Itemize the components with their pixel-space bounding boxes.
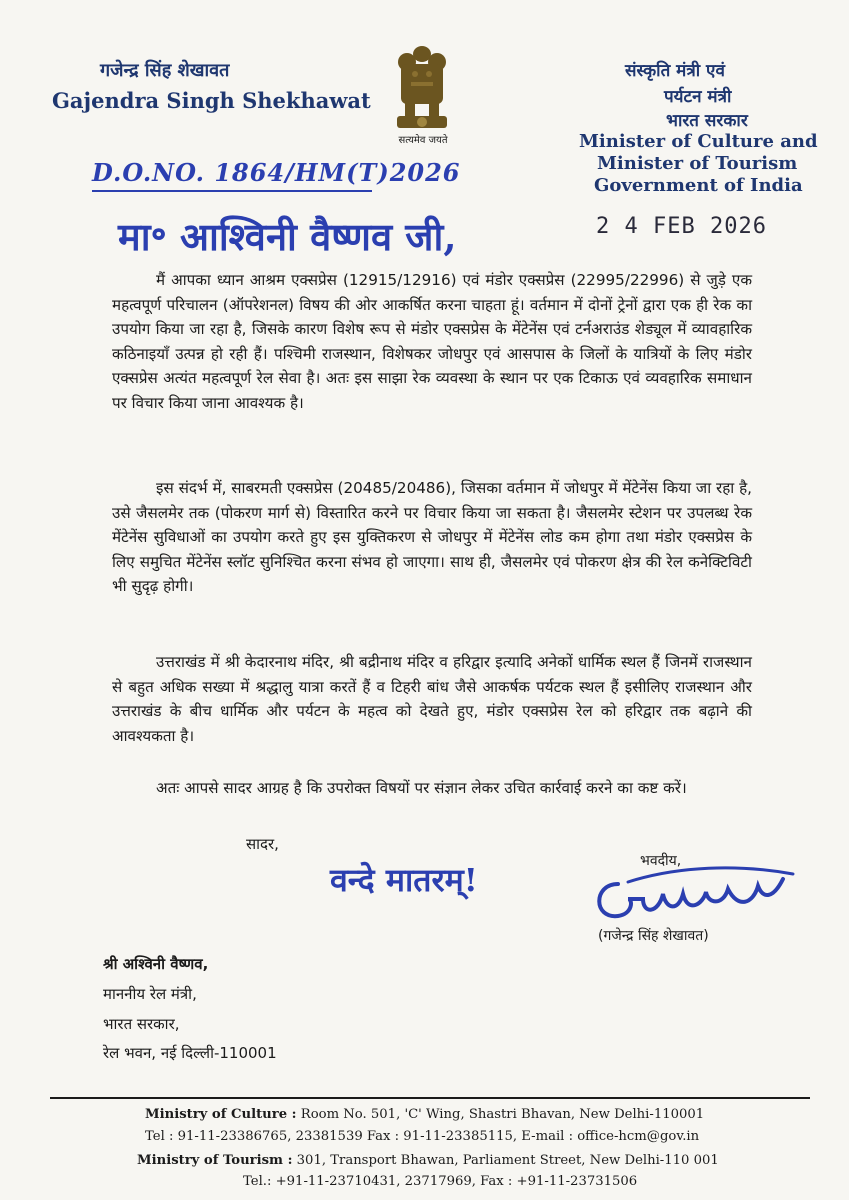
signer-name: (गजेन्द्र सिंह शेखावत) (598, 928, 709, 944)
emblem-motto: सत्यमेव जयते (398, 135, 448, 146)
body-paragraph-4-text: अतः आपसे सादर आग्रह है कि उपरोक्त विषयों पर संज्ञान लेकर उचित कार्रवाई करने का कष्ट करें। (156, 779, 687, 797)
footer-divider (50, 1097, 810, 1099)
body-paragraph-4 (112, 776, 752, 801)
designation-hindi-1: संस्कृति मंत्री एवं (625, 61, 725, 81)
closing-saadar: सादर, (246, 835, 279, 853)
body-paragraph-1-text: मैं आपका ध्यान आश्रम एक्सप्रेस (12915/12916) एवं मंडोर एक्सप्रेस (22995/22996) से जुड़े एक महत्वपूर्ण परिचालन (ऑपरेशनल) विषय की ओर आकर्षित करना चाहता हूं। वर्तमान में दोनों ट्रेनों द्वारा एक ही रेक का उपयोग किया जा रहा है, जिसके कारण विशेष रूप से मंडोर एक्सप्रेस के मेंटेनेंस एवं टर्नअराउंड शेड्यूल में व्यावहारिक कठिनाइयाँ उत्पन्न हो रही हैं। पश्चिमी राजस्थान, विशेषकर जोधपुर एवं आसपास के जिलों के यात्रियों के लिए मंडोर एक्सप्रेस अत्यंत महत्वपूर्ण रेल सेवा है। अतः इस साझा रेक व्यवस्था के स्थान पर एक टिकाऊ एवं व्यवहारिक समाधान पर विचार किया जाना आवश्यक है। (112, 271, 752, 412)
closing-bhavdiya: भवदीय, (640, 853, 682, 869)
addressee-line-1: माननीय रेल मंत्री, (103, 985, 197, 1003)
footer-culture-address (145, 1107, 704, 1122)
addressee-name: श्री अश्विनी वैष्णव, (103, 955, 209, 973)
designation-english-2: Minister of Tourism (597, 153, 798, 174)
body-paragraph-2-text: इस संदर्भ में, साबरमती एक्सप्रेस (20485/20486), जिसका वर्तमान में जोधपुर में मेंटेनेंस किया जा रहा है, उसे जैसलमेर तक (पोकरण मार्ग से) विस्तारित करने पर विचार किया जा सकता है। जैसलमेर स्टेशन पर उपलब्ध रेक मेंटेनेंस सुविधाओं का उपयोग करते हुए इस युक्तिकरण से जोधपुर में मेंटेनेंस लोड कम होगा तथा मंडोर एक्सप्रेस के लिए समुचित मेंटेनेंस स्लॉट सुनिश्चित करना संभव हो जाएगा। साथ ही, जैसलमेर एवं पोकरण क्षेत्र की रेल कनेक्टिविटी भी सुदृढ़ होगी। (112, 479, 752, 595)
footer-tourism-address (137, 1153, 719, 1168)
body-paragraph-1 (112, 268, 752, 415)
footer-culture-address-text: Room No. 501, 'C' Wing, Shastri Bhavan, New Delhi-110001 (300, 1107, 705, 1122)
designation-hindi-3: भारत सरकार (666, 111, 748, 131)
footer-tourism-contact: Tel.: +91-11-23710431, 23717969, Fax : +91-11-23731506 (243, 1174, 638, 1189)
body-paragraph-3 (112, 650, 752, 748)
designation-hindi-2: पर्यटन मंत्री (664, 87, 732, 107)
national-emblem (385, 44, 460, 154)
footer-culture-label: Ministry of Culture : (145, 1107, 297, 1122)
designation-english-3: Government of India (594, 175, 803, 196)
signature-icon (588, 864, 803, 934)
salutation: मा॰ आश्विनी वैष्णव जी, (118, 214, 457, 259)
signature (588, 864, 803, 934)
minister-name-hindi: गजेन्द्र सिंह शेखावत (100, 60, 230, 81)
designation-english-1: Minister of Culture and (579, 131, 818, 152)
reference-underline (92, 190, 372, 192)
footer-tourism-label: Ministry of Tourism : (137, 1153, 293, 1168)
date-stamp: 2 4 FEB 2026 (596, 214, 767, 239)
minister-name-english: Gajendra Singh Shekhawat (52, 88, 371, 113)
footer-tourism-address-text: 301, Transport Bhawan, Parliament Street, New Delhi-110 001 (296, 1153, 719, 1168)
body-paragraph-3-text: उत्तराखंड में श्री केदारनाथ मंदिर, श्री बद्रीनाथ मंदिर व हरिद्वार इत्यादि अनेकों धार्मिक स्थल हैं जिनमें राजस्थान से बहुत अधिक सख्या में श्रद्धालु यात्रा करतें हैं व टिहरी बांध जैसे आकर्षक पर्यटक स्थल हैं इसीलिए राजस्थान और उत्तराखंड के बीच धार्मिक और पर्यटन के महत्व को देखते हुए, मंडोर एक्सप्रेस रेल को हरिद्वार तक बढ़ाने की आवश्यकता है। (112, 653, 752, 745)
vande-mataram: वन्दे मातरम्! (330, 861, 478, 899)
addressee-line-3: रेल भवन, नई दिल्ली-110001 (103, 1044, 277, 1062)
footer-culture-contact: Tel : 91-11-23386765, 23381539 Fax : 91-11-23385115, E-mail : office-hcm@gov.in (145, 1129, 700, 1144)
reference-number: D.O.NO. 1864/HM(T)2026 (92, 158, 461, 187)
addressee-line-2: भारत सरकार, (103, 1015, 180, 1033)
body-paragraph-2 (112, 476, 752, 599)
